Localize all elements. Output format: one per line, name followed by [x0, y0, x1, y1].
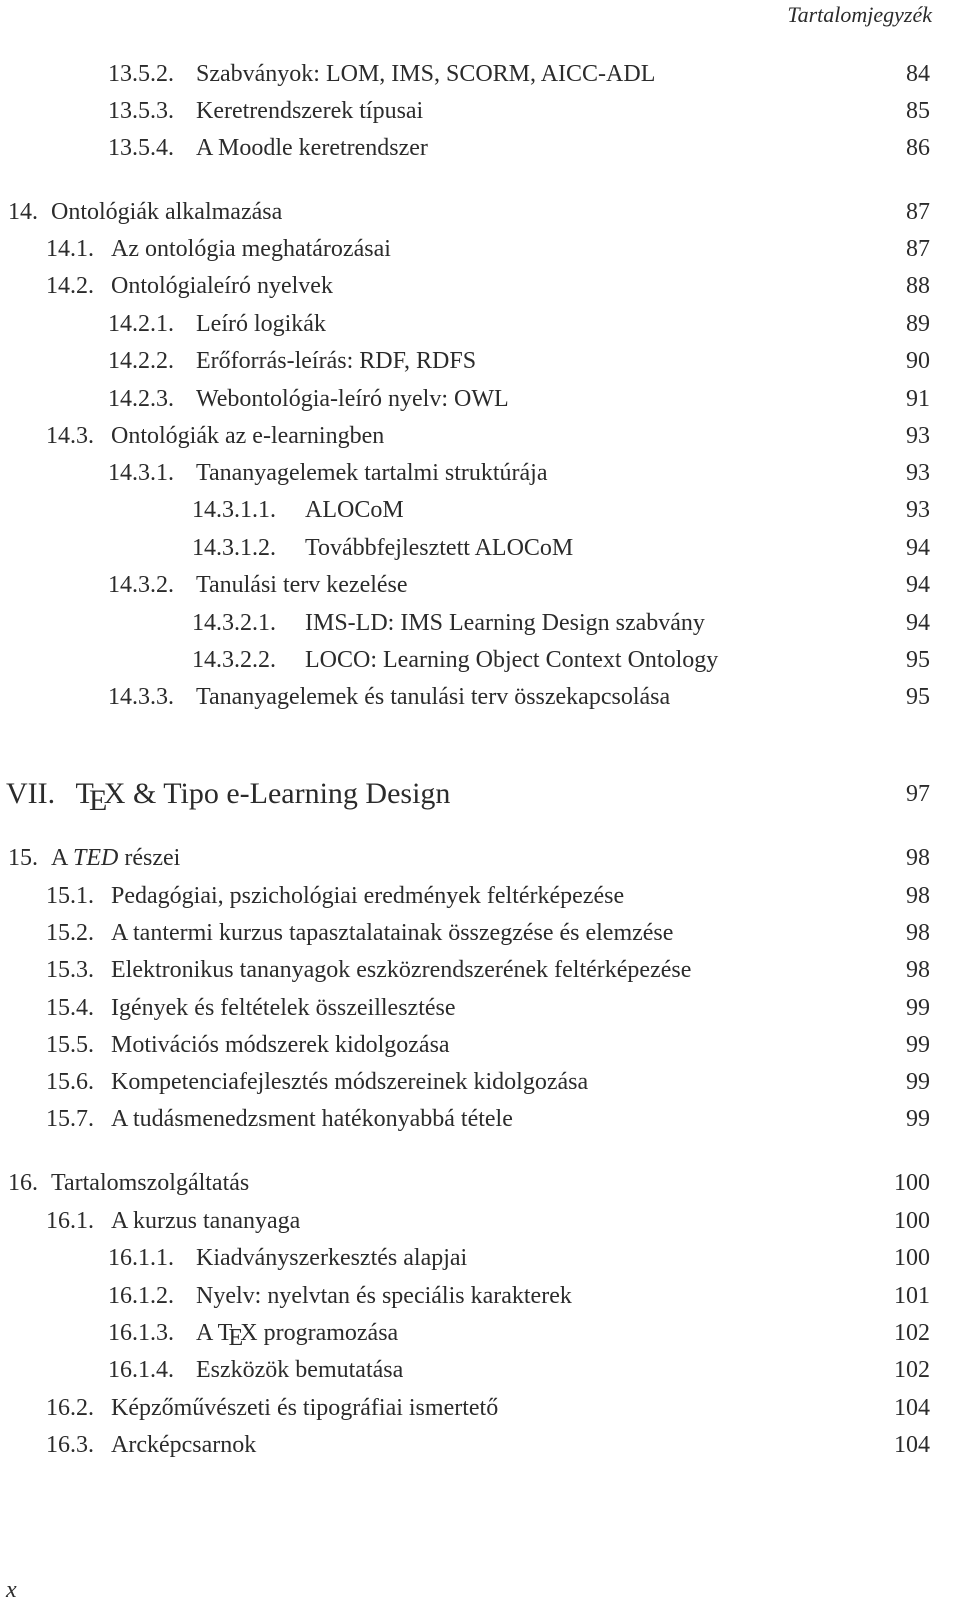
toc-entry-number: 14.3.3.: [108, 684, 174, 710]
toc-entry-number: 14.3.1.2.: [192, 535, 276, 561]
toc-entry-number: 16.1.2.: [108, 1283, 174, 1309]
toc-entry-title: Kiadványszerkesztés alapjai: [196, 1245, 468, 1271]
toc-entry-page: 100: [894, 1245, 930, 1271]
toc-entry-page: 100: [894, 1208, 930, 1234]
toc-entry-number: 15.6.: [46, 1069, 94, 1095]
toc-entry[interactable]: [0, 1102, 930, 1136]
toc-entry-page: 84: [906, 61, 930, 87]
toc-entry-number: 15.1.: [46, 883, 94, 909]
toc-entry-number: 13.5.4.: [108, 135, 174, 161]
toc-entry-page: 102: [894, 1357, 930, 1383]
toc-entry-page: 90: [906, 348, 930, 374]
toc-entry-page: 99: [906, 1032, 930, 1058]
toc-entry-title: Tananyagelemek tartalmi struktúrája: [196, 460, 548, 486]
toc-entry-page: 104: [894, 1395, 930, 1421]
toc-entry[interactable]: [0, 94, 930, 128]
toc-entry-title: A tantermi kurzus tapasztalatainak összegzése és elemzése: [111, 920, 674, 946]
toc-entry-page: 102: [894, 1320, 930, 1346]
running-header: Tartalomjegyzék: [787, 2, 932, 27]
toc-entry-number: 15.: [8, 845, 38, 871]
toc-entry-number: 14.2.: [46, 273, 94, 299]
toc-entry-page: 91: [906, 386, 930, 412]
toc-entry[interactable]: [0, 382, 930, 416]
toc-entry-number: 15.5.: [46, 1032, 94, 1058]
toc-entry-page: 93: [906, 460, 930, 486]
toc-entry-title: Továbbfejlesztett ALOCoM: [305, 535, 574, 561]
toc-entry-page: 93: [906, 497, 930, 523]
toc-entry-number: 15.3.: [46, 957, 94, 983]
toc-entry-title: Szabványok: LOM, IMS, SCORM, AICC-ADL: [196, 61, 656, 87]
toc-entry-title: Arcképcsarnok: [111, 1432, 257, 1458]
toc-entry-page: 93: [906, 423, 930, 449]
toc-entry-number: 16.: [8, 1170, 38, 1196]
toc-entry-number: 14.3.2.: [108, 572, 174, 598]
toc-entry-page: 98: [906, 920, 930, 946]
toc-entry[interactable]: [0, 1391, 930, 1425]
toc-entry-page: 98: [906, 957, 930, 983]
toc-entry-title: Ontológialeíró nyelvek: [111, 273, 333, 299]
toc-entry-title: A TEX programozása: [196, 1320, 399, 1352]
toc-entry-title: Eszközök bemutatása: [196, 1357, 404, 1383]
toc-entry-page: 97: [906, 781, 930, 807]
toc-entry-title: A kurzus tananyaga: [111, 1208, 301, 1234]
toc-entry-title: Kompetenciafejlesztés módszereinek kidolgozása: [111, 1069, 589, 1095]
toc-entry-page: 94: [906, 535, 930, 561]
toc-entry[interactable]: [0, 1316, 930, 1350]
toc-chapter[interactable]: [0, 1166, 930, 1200]
toc-entry-page: 95: [906, 684, 930, 710]
toc-entry[interactable]: [0, 643, 930, 677]
toc-entry-number: 14.2.1.: [108, 311, 174, 337]
toc-entry[interactable]: [0, 953, 930, 987]
toc-entry-title: Keretrendszerek típusai: [196, 98, 424, 124]
toc-entry-page: 87: [906, 199, 930, 225]
toc-entry[interactable]: [0, 131, 930, 165]
toc-entry[interactable]: [0, 57, 930, 91]
tex-logo: TEX: [75, 777, 126, 817]
toc-entry-number: 16.2.: [46, 1395, 94, 1421]
toc-entry-title: Pedagógiai, pszichológiai eredmények feltérképezése: [111, 883, 625, 909]
toc-entry[interactable]: [0, 344, 930, 378]
toc-entry-page: 98: [906, 883, 930, 909]
toc-entry-title: LOCO: Learning Object Context Ontology: [305, 647, 719, 673]
toc-entry-page: 94: [906, 572, 930, 598]
toc-entry[interactable]: [0, 232, 930, 266]
toc-entry-page: 88: [906, 273, 930, 299]
toc-entry-number: 14.3.2.1.: [192, 610, 276, 636]
toc-entry-title: Tanulási terv kezelése: [196, 572, 408, 598]
toc-entry[interactable]: [0, 493, 930, 527]
toc-entry-title: Igények és feltételek összeillesztése: [111, 995, 456, 1021]
toc-entry-page: 99: [906, 1106, 930, 1132]
toc-entry-title: IMS-LD: IMS Learning Design szabvány: [305, 610, 705, 636]
toc-entry-number: 16.1.3.: [108, 1320, 174, 1346]
toc-entry-number: 14.3.: [46, 423, 94, 449]
toc-entry-number: 14.2.3.: [108, 386, 174, 412]
toc-entry-title: Tananyagelemek és tanulási terv összekapcsolása: [196, 684, 671, 710]
toc-entry-title: Nyelv: nyelvtan és speciális karakterek: [196, 1283, 572, 1309]
toc-entry[interactable]: [0, 991, 930, 1025]
page-number: x: [6, 1577, 17, 1603]
toc-entry-number: 13.5.3.: [108, 98, 174, 124]
toc-entry-number: 16.1.1.: [108, 1245, 174, 1271]
toc-entry-page: 95: [906, 647, 930, 673]
toc-entry-title: Leíró logikák: [196, 311, 326, 337]
toc-entry-title: Képzőművészeti és tipográfiai ismertető: [111, 1395, 499, 1421]
toc-entry[interactable]: [0, 1428, 930, 1462]
toc-entry-title: Tartalomszolgáltatás: [51, 1170, 250, 1196]
toc-entry[interactable]: [0, 1241, 930, 1275]
toc-entry[interactable]: [0, 680, 930, 714]
toc-entry[interactable]: [0, 1028, 930, 1062]
toc-entry-number: 16.3.: [46, 1432, 94, 1458]
toc-entry-page: 100: [894, 1170, 930, 1196]
toc-entry[interactable]: [0, 269, 930, 303]
toc-entry-number: 16.1.: [46, 1208, 94, 1234]
toc-part-number: VII.: [6, 777, 56, 810]
toc-chapter[interactable]: [0, 195, 930, 229]
ted-logo: TED: [73, 845, 119, 871]
toc-entry-number: 14.3.2.2.: [192, 647, 276, 673]
toc-entry-number: 14.3.1.1.: [192, 497, 276, 523]
toc-entry-number: 14.2.2.: [108, 348, 174, 374]
toc-entry-number: 15.4.: [46, 995, 94, 1021]
toc-part-title: TEX & Tipo e-Learning Design: [75, 777, 451, 817]
toc-entry-number: 14.3.1.: [108, 460, 174, 486]
toc-entry-title: Az ontológia meghatározásai: [111, 236, 391, 262]
toc-entry-page: 99: [906, 995, 930, 1021]
toc-entry-page: 89: [906, 311, 930, 337]
toc-entry-page: 99: [906, 1069, 930, 1095]
toc-entry-number: 13.5.2.: [108, 61, 174, 87]
toc-entry-page: 86: [906, 135, 930, 161]
toc-entry-title: A Moodle keretrendszer: [196, 135, 428, 161]
toc-entry[interactable]: [0, 1279, 930, 1313]
toc-entry-number: 16.1.4.: [108, 1357, 174, 1383]
toc-entry-page: 98: [906, 845, 930, 871]
toc-entry-title: A tudásmenedzsment hatékonyabbá tétele: [111, 1106, 513, 1132]
toc-entry[interactable]: [0, 1353, 930, 1387]
tex-logo: TEX: [217, 1320, 258, 1352]
toc-entry-page: 104: [894, 1432, 930, 1458]
toc-entry-title: ALOCoM: [305, 497, 404, 523]
toc-entry-title: Webontológia-leíró nyelv: OWL: [196, 386, 509, 412]
toc-entry[interactable]: [0, 916, 930, 950]
toc-entry-number: 14.1.: [46, 236, 94, 262]
toc-entry[interactable]: [0, 568, 930, 602]
toc-entry-title: Ontológiák alkalmazása: [51, 199, 283, 225]
toc-entry[interactable]: [0, 879, 930, 913]
toc-chapter[interactable]: [0, 841, 930, 875]
toc-entry-title: Motivációs módszerek kidolgozása: [111, 1032, 450, 1058]
toc-entry[interactable]: [0, 531, 930, 565]
toc-entry[interactable]: [0, 419, 930, 453]
toc-entry-title: Ontológiák az e-learningben: [111, 423, 385, 449]
toc-entry[interactable]: [0, 456, 930, 490]
toc-entry-page: 85: [906, 98, 930, 124]
toc-entry[interactable]: [0, 1204, 930, 1238]
toc-entry-title: A TED részei: [51, 845, 181, 871]
toc-entry-page: 94: [906, 610, 930, 636]
toc-entry-number: 15.2.: [46, 920, 94, 946]
toc-entry-page: 87: [906, 236, 930, 262]
toc-entry[interactable]: [0, 606, 930, 640]
toc-entry-title: Erőforrás-leírás: RDF, RDFS: [196, 348, 477, 374]
toc-entry[interactable]: [0, 1065, 930, 1099]
toc-entry-number: 15.7.: [46, 1106, 94, 1132]
toc-entry-title: Elektronikus tananyagok eszközrendszerének feltérképezése: [111, 957, 692, 983]
toc-entry-number: 14.: [8, 199, 38, 225]
toc-entry[interactable]: [0, 307, 930, 341]
toc-part[interactable]: [0, 774, 930, 817]
toc-entry-page: 101: [894, 1283, 930, 1309]
